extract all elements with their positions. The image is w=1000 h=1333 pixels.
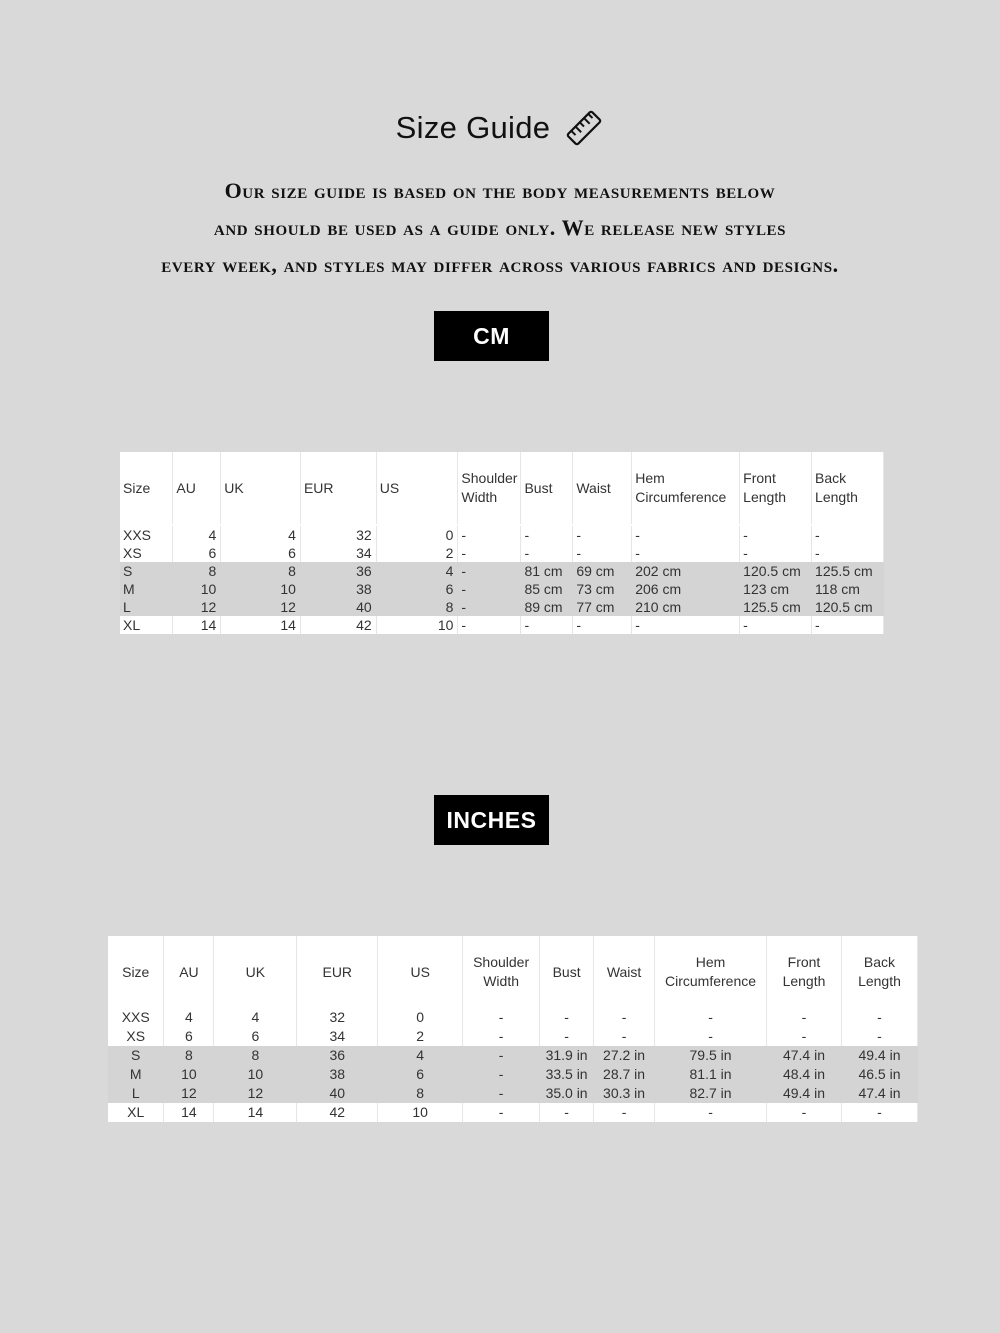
- table-cell: 14: [221, 616, 301, 634]
- table-cell: 6: [173, 544, 221, 562]
- column-header: EUR: [300, 452, 376, 524]
- title-row: [0, 108, 1000, 148]
- column-header: Shoulder Width: [458, 452, 521, 524]
- table-cell: 8: [221, 562, 301, 580]
- table-cell: 81.1 in: [655, 1065, 767, 1084]
- table-cell: S: [108, 1046, 164, 1065]
- table-cell: -: [463, 1046, 540, 1065]
- table-cell: 8: [173, 562, 221, 580]
- table-cell: 47.4 in: [767, 1046, 842, 1065]
- table-row: [108, 1103, 918, 1122]
- table-cell: 35.0 in: [540, 1084, 594, 1103]
- table-cell: -: [632, 526, 740, 544]
- table-cell: 10: [214, 1065, 297, 1084]
- table-cell: -: [632, 616, 740, 634]
- column-header: Waist: [594, 936, 655, 1008]
- table-cell: 49.4 in: [767, 1084, 842, 1103]
- intro-line: every week, and styles may differ across various fabrics and designs.: [161, 252, 839, 277]
- table-cell: 10: [378, 1103, 463, 1122]
- table-cell: 4: [376, 562, 458, 580]
- column-header: UK: [221, 452, 301, 524]
- table-cell: 210 cm: [632, 598, 740, 616]
- table-row: [108, 1046, 918, 1065]
- table-cell: M: [120, 580, 173, 598]
- table-cell: -: [655, 1103, 767, 1122]
- table-cell: 77 cm: [573, 598, 632, 616]
- table-cell: 118 cm: [812, 580, 884, 598]
- table-row: [108, 1084, 918, 1103]
- column-header: Back Length: [812, 452, 884, 524]
- table-cell: 73 cm: [573, 580, 632, 598]
- column-header: Bust: [521, 452, 573, 524]
- table-cell: -: [573, 616, 632, 634]
- table-cell: -: [841, 1027, 917, 1046]
- table-row: [120, 526, 884, 544]
- table-cell: -: [540, 1008, 594, 1027]
- table-cell: 6: [164, 1027, 214, 1046]
- table-cell: 10: [173, 580, 221, 598]
- table-cell: 4: [173, 526, 221, 544]
- table-cell: 34: [300, 544, 376, 562]
- table-cell: 12: [221, 598, 301, 616]
- table-cell: 4: [378, 1046, 463, 1065]
- table-cell: XXS: [120, 526, 173, 544]
- table-cell: 38: [300, 580, 376, 598]
- table-cell: 42: [300, 616, 376, 634]
- table-cell: 12: [214, 1084, 297, 1103]
- table-cell: -: [458, 526, 521, 544]
- table-cell: 4: [221, 526, 301, 544]
- table-cell: XL: [120, 616, 173, 634]
- ruler-icon: [564, 108, 604, 148]
- table-cell: -: [632, 544, 740, 562]
- table-cell: 47.4 in: [841, 1084, 917, 1103]
- table-cell: L: [108, 1084, 164, 1103]
- intro-text: [40, 172, 960, 283]
- table-cell: -: [463, 1008, 540, 1027]
- column-header: AU: [164, 936, 214, 1008]
- table-cell: XS: [120, 544, 173, 562]
- table-cell: 36: [297, 1046, 378, 1065]
- table-cell: M: [108, 1065, 164, 1084]
- table-cell: -: [573, 526, 632, 544]
- table-cell: 8: [164, 1046, 214, 1065]
- table-cell: 33.5 in: [540, 1065, 594, 1084]
- column-header: Size: [120, 452, 173, 524]
- table-header-row: [120, 452, 884, 524]
- table-cell: -: [458, 598, 521, 616]
- table-cell: -: [655, 1027, 767, 1046]
- column-header: Front Length: [740, 452, 812, 524]
- table-cell: 10: [221, 580, 301, 598]
- table-cell: 69 cm: [573, 562, 632, 580]
- table-cell: -: [521, 544, 573, 562]
- table-cell: 81 cm: [521, 562, 573, 580]
- table-cell: 2: [376, 544, 458, 562]
- table-cell: 6: [376, 580, 458, 598]
- table-cell: -: [740, 544, 812, 562]
- table-cell: 0: [378, 1008, 463, 1027]
- table-row: [108, 1027, 918, 1046]
- column-header: Size: [108, 936, 164, 1008]
- table-cell: 120.5 cm: [812, 598, 884, 616]
- table-cell: 10: [164, 1065, 214, 1084]
- table-cell: -: [767, 1027, 842, 1046]
- table-cell: 49.4 in: [841, 1046, 917, 1065]
- table-cell: -: [841, 1103, 917, 1122]
- table-cell: -: [521, 526, 573, 544]
- table-cell: -: [812, 544, 884, 562]
- column-header: Bust: [540, 936, 594, 1008]
- table-cell: -: [463, 1103, 540, 1122]
- table-row: [108, 1065, 918, 1084]
- table-cell: -: [767, 1008, 842, 1027]
- table-cell: -: [812, 526, 884, 544]
- cm-badge: CM: [434, 311, 549, 361]
- column-header: Waist: [573, 452, 632, 524]
- table-cell: 36: [300, 562, 376, 580]
- table-cell: 82.7 in: [655, 1084, 767, 1103]
- column-header: Shoulder Width: [463, 936, 540, 1008]
- column-header: US: [378, 936, 463, 1008]
- table-cell: -: [767, 1103, 842, 1122]
- column-header: AU: [173, 452, 221, 524]
- table-cell: 8: [214, 1046, 297, 1065]
- table-cell: -: [458, 580, 521, 598]
- table-cell: 48.4 in: [767, 1065, 842, 1084]
- table-cell: 46.5 in: [841, 1065, 917, 1084]
- table-row: [120, 562, 884, 580]
- table-cell: 85 cm: [521, 580, 573, 598]
- table-cell: 8: [378, 1084, 463, 1103]
- table-cell: 2: [378, 1027, 463, 1046]
- table-cell: 14: [173, 616, 221, 634]
- table-cell: 12: [173, 598, 221, 616]
- table-cell: 30.3 in: [594, 1084, 655, 1103]
- table-cell: XL: [108, 1103, 164, 1122]
- table-cell: 123 cm: [740, 580, 812, 598]
- table-cell: 202 cm: [632, 562, 740, 580]
- column-header: Front Length: [767, 936, 842, 1008]
- table-row: [120, 580, 884, 598]
- table-cell: 42: [297, 1103, 378, 1122]
- table-cell: -: [463, 1027, 540, 1046]
- table-cell: 14: [214, 1103, 297, 1122]
- intro-line: Our size guide is based on the body measurements below: [224, 178, 776, 203]
- table-cell: -: [540, 1103, 594, 1122]
- column-header: UK: [214, 936, 297, 1008]
- table-cell: -: [521, 616, 573, 634]
- cm-size-table: [120, 452, 884, 634]
- table-cell: L: [120, 598, 173, 616]
- table-cell: 206 cm: [632, 580, 740, 598]
- column-header: Hem Circumference: [655, 936, 767, 1008]
- table-cell: 4: [164, 1008, 214, 1027]
- table-cell: -: [463, 1084, 540, 1103]
- inches-size-table: [108, 936, 918, 1122]
- table-cell: 6: [221, 544, 301, 562]
- table-cell: 40: [297, 1084, 378, 1103]
- table-cell: -: [594, 1103, 655, 1122]
- table-cell: 28.7 in: [594, 1065, 655, 1084]
- table-cell: 8: [376, 598, 458, 616]
- table-cell: 14: [164, 1103, 214, 1122]
- table-cell: -: [573, 544, 632, 562]
- table-cell: 89 cm: [521, 598, 573, 616]
- intro-line: and should be used as a guide only. We release new styles: [213, 215, 787, 240]
- table-cell: -: [594, 1027, 655, 1046]
- page-title: Size Guide: [395, 110, 551, 145]
- table-row: [120, 598, 884, 616]
- table-cell: -: [458, 562, 521, 580]
- table-cell: XXS: [108, 1008, 164, 1027]
- table-cell: -: [812, 616, 884, 634]
- table-cell: 34: [297, 1027, 378, 1046]
- table-cell: 12: [164, 1084, 214, 1103]
- table-cell: 125.5 cm: [812, 562, 884, 580]
- column-header: US: [376, 452, 458, 524]
- table-cell: 32: [300, 526, 376, 544]
- table-cell: 32: [297, 1008, 378, 1027]
- table-cell: -: [740, 526, 812, 544]
- table-cell: -: [594, 1008, 655, 1027]
- table-cell: 31.9 in: [540, 1046, 594, 1065]
- table-cell: 4: [214, 1008, 297, 1027]
- table-cell: 79.5 in: [655, 1046, 767, 1065]
- table-cell: 6: [214, 1027, 297, 1046]
- table-cell: -: [655, 1008, 767, 1027]
- table-row: [120, 616, 884, 634]
- table-cell: -: [740, 616, 812, 634]
- table-cell: 120.5 cm: [740, 562, 812, 580]
- table-cell: 0: [376, 526, 458, 544]
- table-cell: 6: [378, 1065, 463, 1084]
- table-cell: XS: [108, 1027, 164, 1046]
- table-cell: 27.2 in: [594, 1046, 655, 1065]
- table-cell: -: [458, 544, 521, 562]
- table-header-row: [108, 936, 918, 1008]
- table-cell: -: [841, 1008, 917, 1027]
- table-row: [108, 1008, 918, 1027]
- table-cell: -: [540, 1027, 594, 1046]
- table-cell: 125.5 cm: [740, 598, 812, 616]
- table-cell: 10: [376, 616, 458, 634]
- table-row: [120, 544, 884, 562]
- column-header: EUR: [297, 936, 378, 1008]
- column-header: Hem Circumference: [632, 452, 740, 524]
- table-cell: -: [463, 1065, 540, 1084]
- inches-badge: INCHES: [434, 795, 549, 845]
- table-cell: 38: [297, 1065, 378, 1084]
- column-header: Back Length: [841, 936, 917, 1008]
- table-cell: 40: [300, 598, 376, 616]
- table-cell: S: [120, 562, 173, 580]
- table-cell: -: [458, 616, 521, 634]
